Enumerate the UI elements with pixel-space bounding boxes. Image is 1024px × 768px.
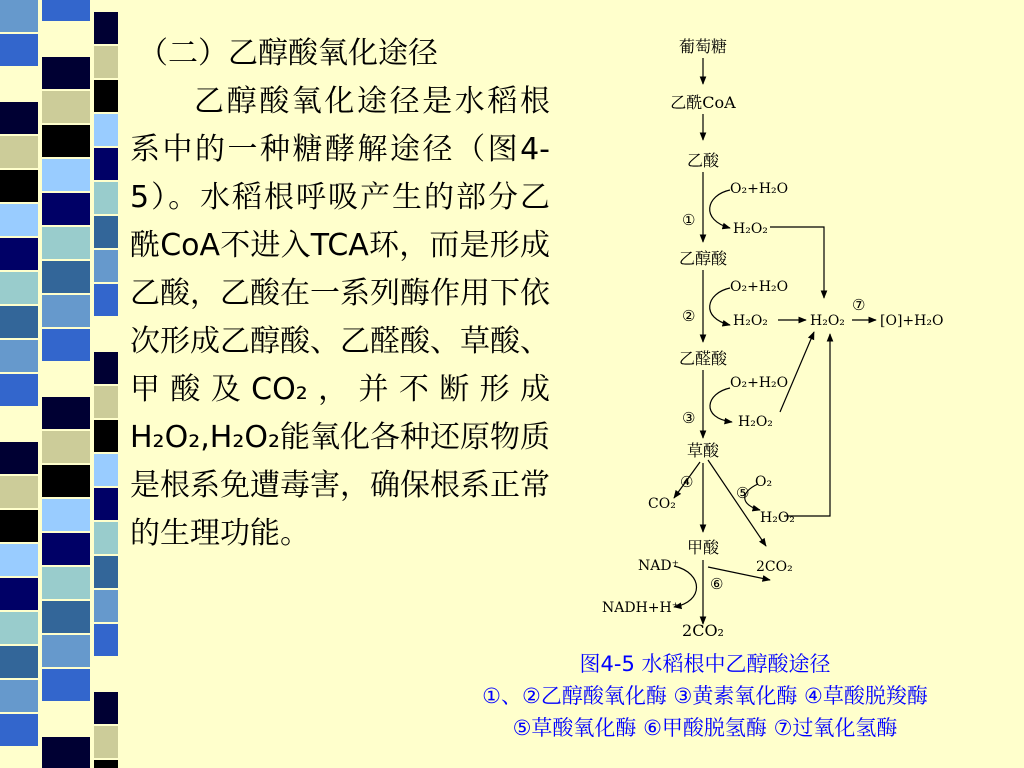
- stripe-block: [0, 442, 38, 474]
- cofactor-o2-h2o-1: O₂+H₂O: [730, 181, 789, 197]
- stripe-block: [0, 612, 38, 644]
- stripe-block: [94, 692, 118, 724]
- stripe-block: [42, 57, 90, 89]
- compound-glycolate: 乙醇酸: [678, 249, 728, 268]
- stripe-block: [0, 34, 38, 66]
- step-number-1: ①: [682, 211, 696, 229]
- stripe-block: [94, 12, 118, 44]
- figure-caption: [390, 648, 1020, 744]
- compound-oxalate: 草酸: [686, 441, 720, 460]
- stripe-block: [42, 23, 90, 55]
- stripe-block: [94, 352, 118, 384]
- cofactor-co2-step4: CO₂: [648, 496, 676, 512]
- compound-co2-final: 2CO₂: [682, 621, 724, 640]
- step-number-labels: [680, 211, 865, 593]
- stripe-block: [42, 295, 90, 327]
- cofactor-o2-h2o-3: O₂+H₂O: [730, 375, 789, 391]
- stripe-block: [0, 0, 38, 32]
- compound-glucose: 葡萄糖: [678, 37, 728, 56]
- stripe-block: [0, 646, 38, 678]
- stripe-block: [94, 216, 118, 248]
- stripe-block: [94, 454, 118, 486]
- stripe-block: [0, 714, 38, 746]
- arrow-cofactor-step2: [710, 288, 730, 325]
- cofactor-h2o2-step5: H₂O₂: [760, 510, 795, 526]
- stripe-block: [42, 499, 90, 531]
- step-number-3: ③: [682, 409, 696, 427]
- stripe-block: [42, 193, 90, 225]
- step-number-7: ⑦: [852, 296, 866, 314]
- cofactor-nad: NAD⁺: [638, 558, 679, 574]
- stripe-block: [42, 737, 90, 768]
- stripe-block: [94, 488, 118, 520]
- compound-acetate: 乙酸: [686, 151, 720, 170]
- stripe-block: [94, 386, 118, 418]
- cofactor-h2o2-pool: H₂O₂: [810, 313, 845, 329]
- stripe-block: [42, 397, 90, 429]
- caption-title: 图4-5 水稻根中乙醇酸途径: [579, 652, 831, 676]
- compound-acetyl-coa: 乙酰CoA: [670, 93, 736, 112]
- arrow-step5: [708, 460, 766, 546]
- body-paragraph: 乙醇酸氧化途径是水稻根系中的一种糖酵解途径（图4-5）。水稻根呼吸产生的部分乙酰CoA不进入TCA环，而是形成乙酸，乙酸在一系列酶作用下依次形成乙醇酸、乙醛酸、草酸、甲酸及CO₂，并不断形成H₂O₂,H₂O₂能氧化各种还原物质是根系免遭毒害，确保根系正常的生理功能。: [130, 84, 550, 551]
- stripe-block: [94, 250, 118, 282]
- stripe-block: [0, 204, 38, 236]
- cofactor-products-step7: [O]+H₂O: [880, 313, 944, 329]
- stripe-block: [0, 748, 38, 768]
- stripe-block: [94, 114, 118, 146]
- step-number-6: ⑥: [710, 575, 724, 593]
- stripe-block: [0, 306, 38, 338]
- stripe-block: [0, 680, 38, 712]
- cofactor-h2o2-1: H₂O₂: [733, 221, 768, 237]
- stripe-block: [94, 522, 118, 554]
- cofactor-o2-step5: O₂: [755, 474, 773, 490]
- stripe-block: [42, 329, 90, 361]
- stripe-block: [42, 533, 90, 565]
- cofactor-labels: [602, 181, 943, 616]
- arrow-h2o2-3-to-pool: [780, 332, 814, 412]
- stripe-block: [94, 182, 118, 214]
- glycolate-pathway-diagram: [590, 30, 990, 640]
- compound-formate: 甲酸: [686, 538, 720, 557]
- stripe-block: [0, 340, 38, 372]
- stripe-block: [94, 760, 118, 768]
- stripe-block: [42, 601, 90, 633]
- caption-enzymes-line1: ①、②乙醇酸氧化酶 ③黄素氧化酶 ④草酸脱羧酶: [482, 684, 928, 708]
- cofactor-h2o2-3: H₂O₂: [738, 414, 773, 430]
- stripe-block: [42, 465, 90, 497]
- section-heading: （二）乙醇酸氧化途径: [138, 36, 438, 71]
- stripe-block: [94, 420, 118, 452]
- main-text-block: [130, 30, 550, 558]
- step-number-5: ⑤: [736, 484, 750, 502]
- stripe-block: [0, 238, 38, 270]
- cofactor-co2-step5: 2CO₂: [756, 559, 793, 575]
- stripe-block: [0, 578, 38, 610]
- stripe-block: [0, 374, 38, 406]
- stripe-block: [94, 148, 118, 180]
- cofactor-nadh: NADH+H⁺: [602, 600, 680, 616]
- stripe-block: [94, 46, 118, 78]
- stripe-block: [42, 431, 90, 463]
- stripe-block: [94, 624, 118, 656]
- stripe-block: [0, 544, 38, 576]
- stripe-block: [94, 80, 118, 112]
- arrow-cofactor-step1: [710, 190, 730, 228]
- stripe-block: [94, 556, 118, 588]
- stripe-block: [0, 170, 38, 202]
- stripe-block: [0, 272, 38, 304]
- cofactor-h2o2-2: H₂O₂: [733, 313, 768, 329]
- stripe-block: [0, 136, 38, 168]
- stripe-block: [42, 159, 90, 191]
- stripe-block: [0, 408, 38, 440]
- caption-enzymes-line2: ⑤草酸氧化酶 ⑥甲酸脱氢酶 ⑦过氧化氢酶: [512, 716, 898, 740]
- step-number-4: ④: [680, 473, 694, 491]
- decorative-stripe-band: [0, 0, 118, 768]
- stripe-block: [42, 227, 90, 259]
- step-number-2: ②: [682, 307, 696, 325]
- compound-glyoxylate: 乙醛酸: [678, 349, 728, 368]
- stripe-block: [42, 125, 90, 157]
- stripe-block: [42, 567, 90, 599]
- stripe-block: [94, 318, 118, 350]
- stripe-block: [42, 669, 90, 701]
- arrow-cofactor-step3: [710, 388, 732, 422]
- stripe-block: [0, 510, 38, 542]
- stripe-block: [42, 261, 90, 293]
- stripe-block: [42, 91, 90, 123]
- stripe-block: [42, 635, 90, 667]
- stripe-block: [94, 658, 118, 690]
- stripe-block: [94, 726, 118, 758]
- stripe-block: [94, 284, 118, 316]
- cofactor-o2-h2o-2: O₂+H₂O: [730, 279, 789, 295]
- stripe-block: [0, 68, 38, 100]
- arrow-h2o2-5-to-pool: [784, 334, 830, 516]
- stripe-block: [94, 590, 118, 622]
- stripe-block: [42, 363, 90, 395]
- stripe-block: [0, 102, 38, 134]
- stripe-block: [94, 0, 118, 10]
- stripe-block: [42, 0, 90, 21]
- stripe-block: [42, 703, 90, 735]
- stripe-block: [0, 476, 38, 508]
